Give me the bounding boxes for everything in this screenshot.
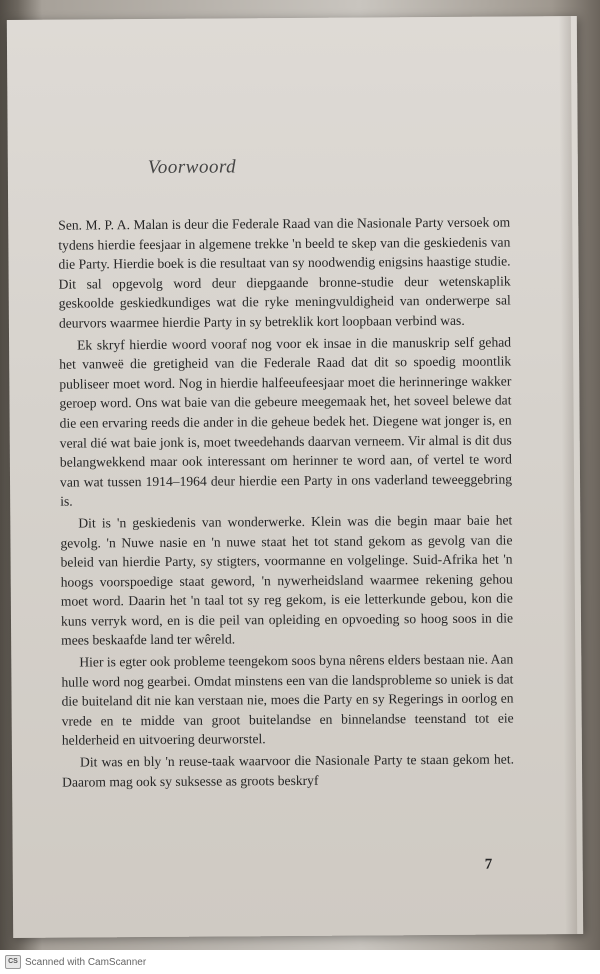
- paragraph-4: Hier is egter ook probleme teengekom soos byna nêrens elders bestaan nie. Aan hulle word nog gearbei. Omdat minstens een van die landsprobleme so uniek is dat die buiteland dit nie kan verstaan nie, moes die Party en sy Regerings in oorlog en vrede en te midde van groot buitelandse en binnelandse teenstand tot eie helderheid en uitvoering deurworstel.: [61, 651, 514, 749]
- scanner-watermark-bar: [0, 950, 600, 974]
- body-text: [58, 212, 514, 793]
- paragraph-3: Dit is 'n geskiedenis van wonderwerke. Klein was die begin maar baie het gevolg. 'n Nuwe nasie en 'n nuwe staat het tot stand gekom as gevolg van die beleid van hierdie Party, sy stigters, voormanne en volgelinge. Suid-Afrika het 'n hoogs voorspoedige staat geword, 'n nywerheidsland waarmee rekening gehou moet word. Daarin het 'n taal tot sy reg gekom, is eie letterkunde gebou, kon die kuns verryk word, en is die peil van opleiding en opvoeding so hoog soos in die mees beskaafde land ter wêreld.: [60, 512, 514, 649]
- page-title: Voorwoord: [147, 156, 237, 179]
- paragraph-5: Dit was en bly 'n reuse-taak waarvoor die Nasionale Party te staan gekom het. Daarom mag ook sy suksesse as groots beskryf: [62, 751, 515, 790]
- book-page: [7, 16, 583, 938]
- paragraph-1: Sen. M. P. A. Malan is deur die Federale Raad van die Nasionale Party versoek om tydens hierdie feesjaar in algemene trekke 'n beeld te skep van die geskiedenis van die Party. Hierdie boek is die resultaat van sy noodwendig enigsins haastige studie. Dit sal opgevolg word deur diepgaande bronne-studie deur wetenskaplik geskoolde geskiedkundiges wat die ryke meningvuldigheid van onderwerpe sal deurvors waarmee hierdie Party in sy betreklik kort loopbaan verbind was.: [58, 214, 511, 331]
- paragraph-2: Ek skryf hierdie woord vooraf nog voor ek insae in die manuskrip self gehad het vanweë die gretigheid van die Federale Raad dat dit so spoedig moontlik publiseer moet word. Nog in hierdie halfeeufeesjaar moet die herinneringe wakker geroep word. Ons wat baie van die gebeure meegemaak het, het soveel belewe dat die een ervaring reeds die ander in die geheue bedek het. Diegene wat jonger is, en veral dié wat baie jonk is, moet tweedehands daarvan verneem. Vir almal is dit dus belangwekkend maar ook interessant om herinner te word aan, of vertel te word van wat tussen 1914–1964 deur hierdie een Party in ons vaderland teweeggebring is.: [59, 334, 513, 509]
- camscanner-logo-icon: CS: [5, 955, 21, 969]
- scanner-watermark-label: Scanned with CamScanner: [25, 956, 147, 968]
- page-number: 7: [484, 856, 493, 873]
- page-edge-shadow: [559, 16, 577, 934]
